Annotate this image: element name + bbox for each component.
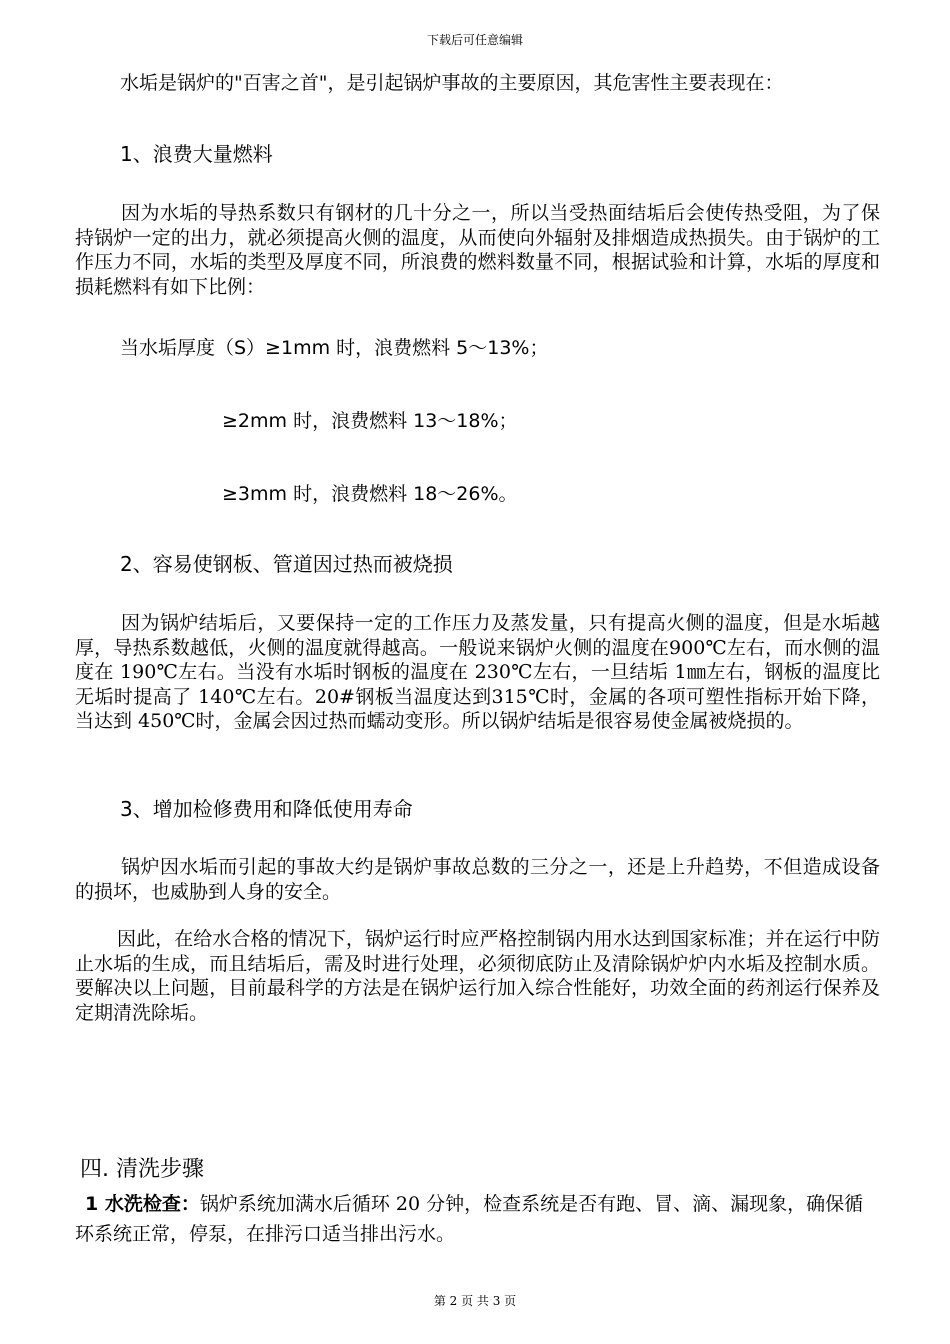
case-2mm: ≥2mm 时，浪费燃料 13～18%；: [222, 410, 518, 432]
section3-paragraph2: 因此，在给水合格的情况下，锅炉运行时应严格控制锅内用水达到国家标准；并在运行中防止水垢的生成，而且结垢后，需及时进行处理，必须彻底防止及清除锅炉炉内水垢及控制水质。要解决以上问题，目前最科学的方法是在锅炉运行加入综合性能好，功效全面的药剂运行保养及定期清洗除垢。: [75, 928, 880, 1024]
step1-label: 1 水洗检查：: [85, 1193, 200, 1215]
case-1mm: 当水垢厚度（S）≥1mm 时，浪费燃料 5～13%；: [120, 337, 549, 359]
page-footer: 第 2 页 共 3 页: [433, 1294, 517, 1308]
section4-heading: 四. 清洗步骤: [80, 1157, 204, 1182]
section1-paragraph: 因为水垢的导热系数只有钢材的几十分之一，所以当受热面结垢后会使传热受阻，为了保持锅炉一定的出力，就必须提高火侧的温度，从而使向外辐射及排烟造成热损失。由于锅炉的工作压力不同，水垢的类型及厚度不同，所浪费的燃料数量不同，根据试验和计算，水垢的厚度和损耗燃料有如下比例：: [75, 202, 880, 298]
case-3mm: ≥3mm 时，浪费燃料 18～26%。: [222, 483, 518, 505]
section2-heading: 2、容易使钢板、管道因过热而被烧损: [120, 552, 453, 576]
section1-heading: 1、浪费大量燃料: [120, 142, 273, 166]
section3-paragraph1: 锅炉因水垢而引起的事故大约是锅炉事故总数的三分之一，还是上升趋势，不但造成设备的损坏，也威胁到人身的安全。: [75, 856, 880, 903]
intro-paragraph: 水垢是锅炉的"百害之首"，是引起锅炉事故的主要原因，其危害性主要表现在：: [120, 72, 784, 94]
section3-heading: 3、增加检修费用和降低使用寿命: [120, 797, 413, 821]
page-header: 下载后可任意编辑: [426, 33, 523, 47]
step1-paragraph: [75, 1189, 880, 1249]
section2-paragraph: 因为锅炉结垢后，又要保持一定的工作压力及蒸发量，只有提高火侧的温度，但是水垢越厚，导热系数越低，火侧的温度就得越高。一般说来锅炉火侧的温度在900℃左右，而水侧的温度在 190℃左右。当没有水垢时钢板的温度在 230℃左右，一旦结垢 1㎜左右，钢板的温度比无垢时提高了 140℃左右。20#钢板当温度达到315℃时，金属的各项可塑性指标开始下降，当达到 450℃时，金属会因过热而蠕动变形。所以锅炉结垢是很容易使金属被烧损的。: [75, 612, 880, 732]
step1-text: 锅炉系统加满水后循环 20 分钟，检查系统是否有跑、冒、滴、漏现象，确保循环系统正常，停泵，在排污口适当排出污水。: [75, 1193, 864, 1245]
